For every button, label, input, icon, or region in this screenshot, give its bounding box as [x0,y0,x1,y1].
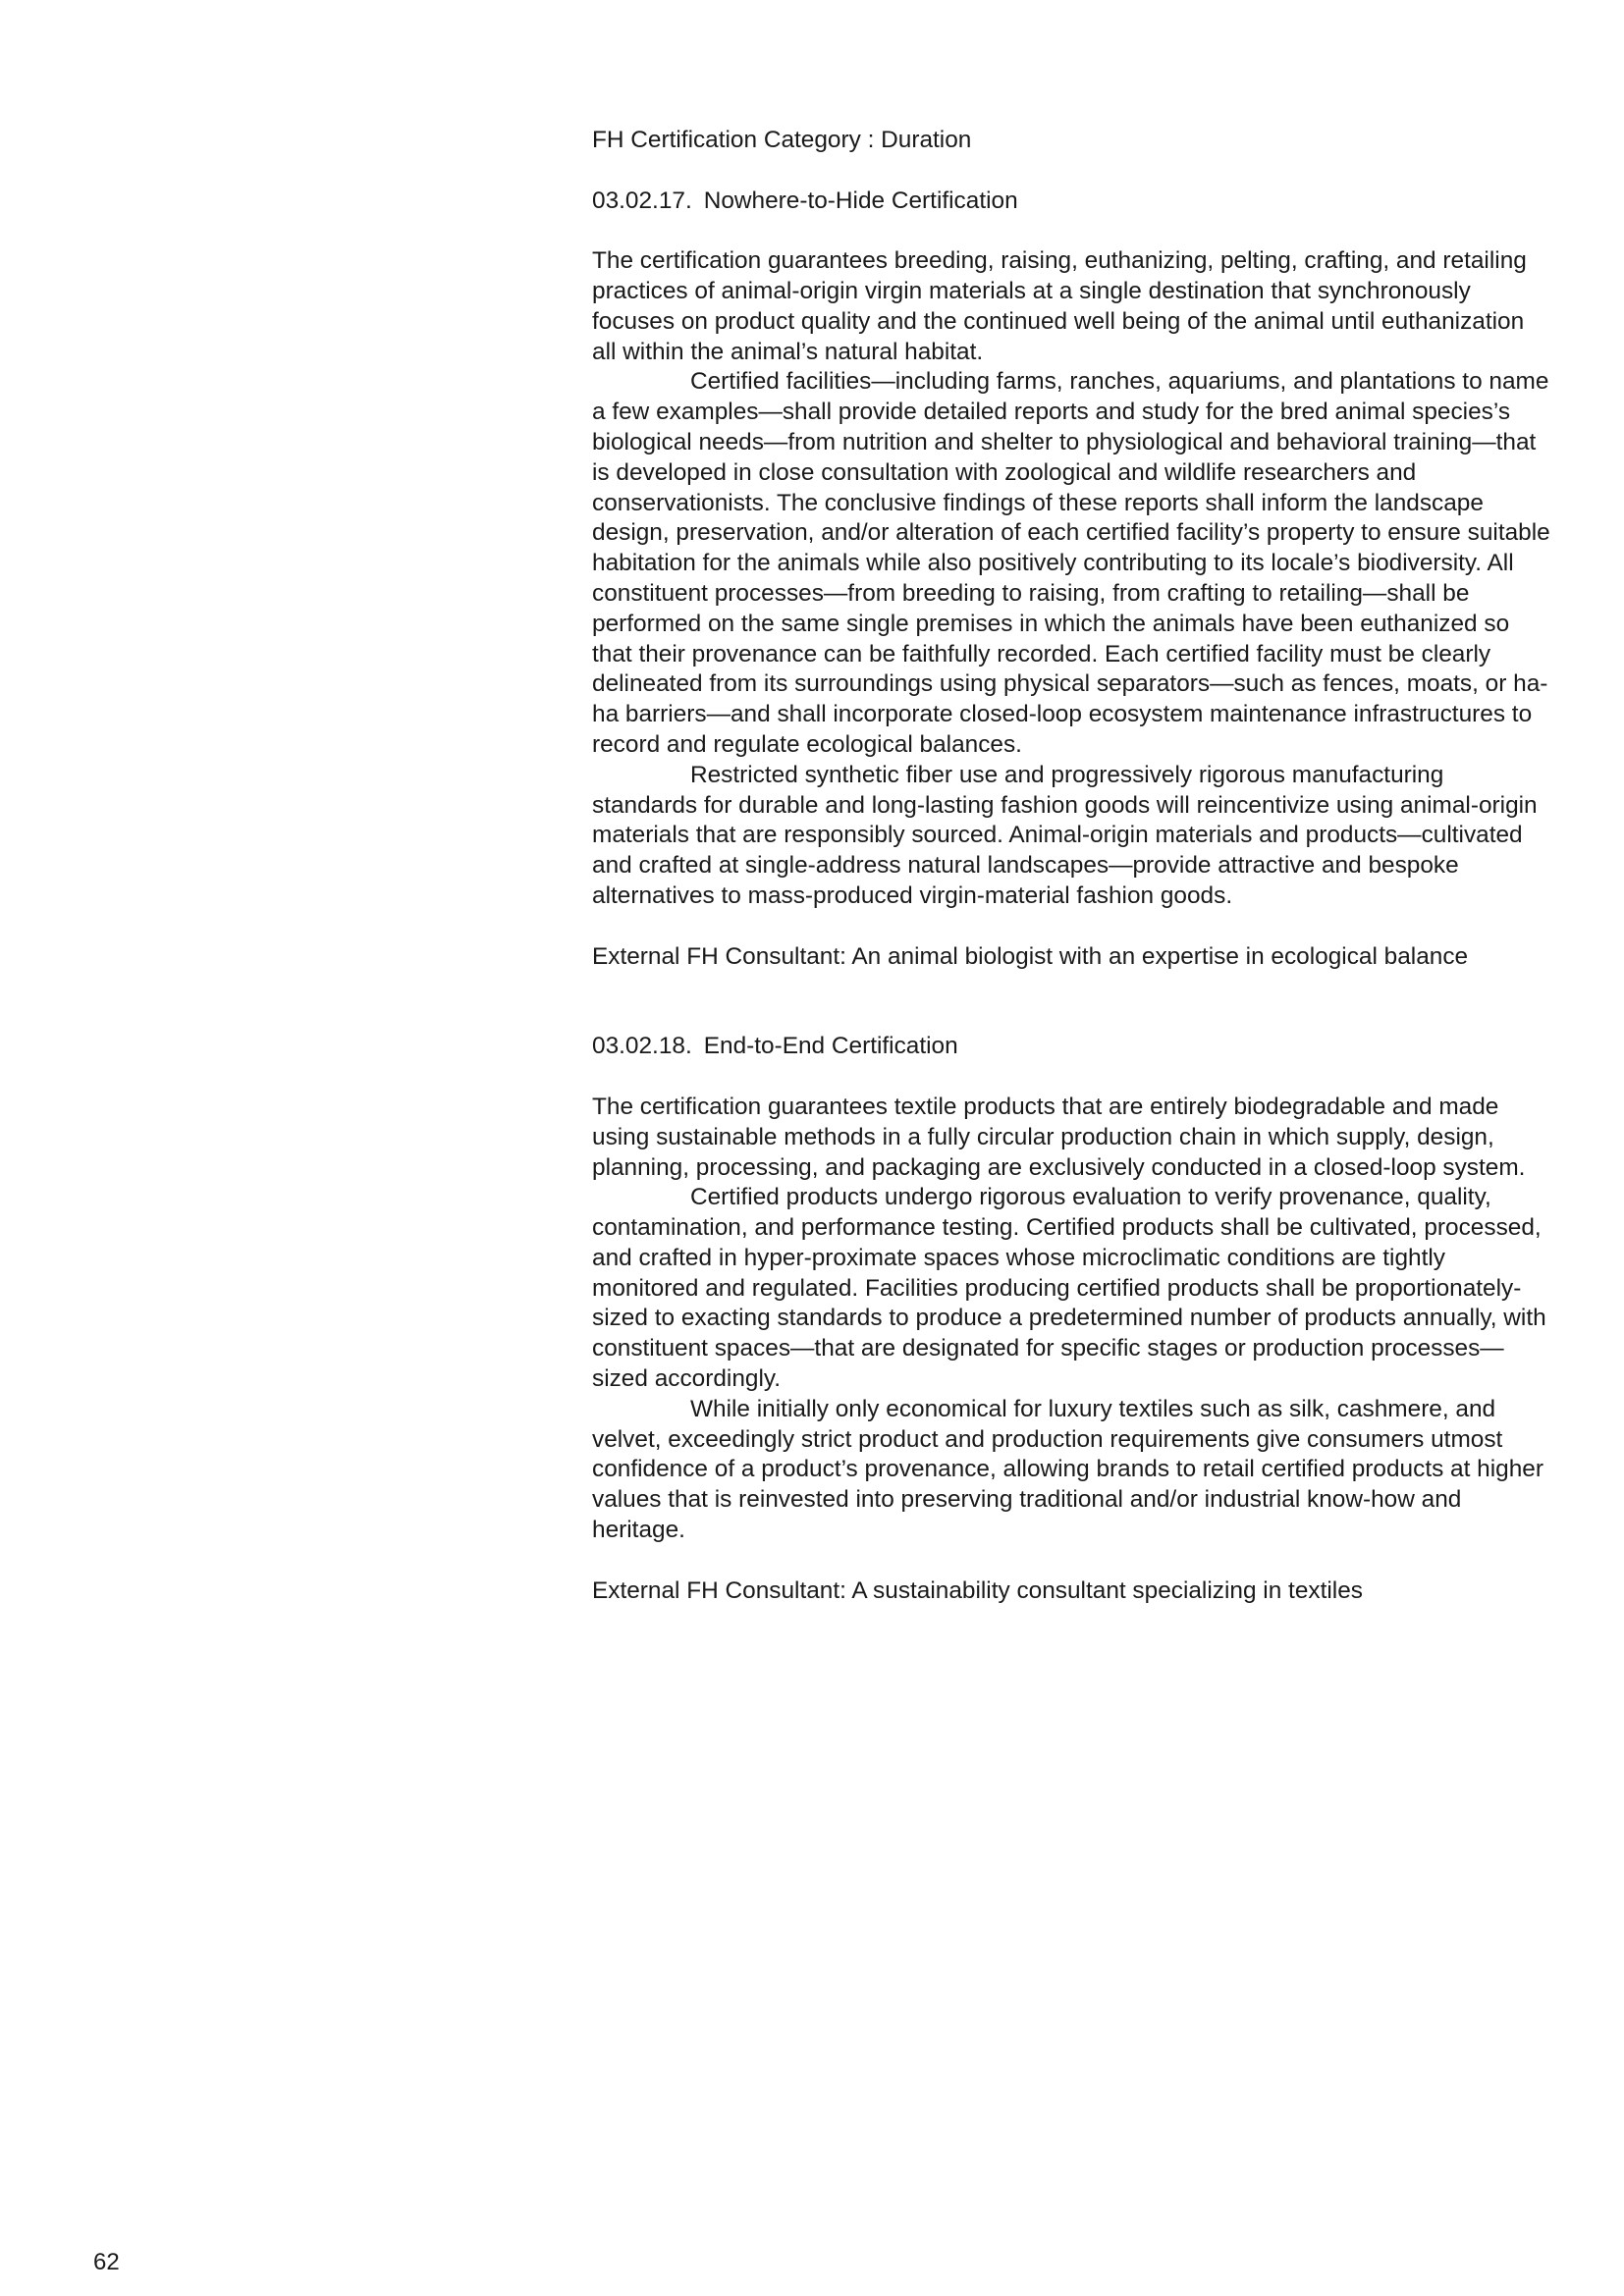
page-number: 62 [93,2249,120,2275]
section-heading [592,1032,1554,1062]
body-paragraph: While initially only economical for luxury textiles such as silk, cashmere, and velvet, exceedingly strict product and production requirements give consumers utmost confidence of a product’s provenance, allowing brands to retail certified products at higher values that is reinvested into preserving traditional and/or industrial know-how and heritage. [592,1395,1543,1544]
text-column [592,126,1554,1606]
body-paragraph: The certification guarantees breeding, raising, euthanizing, pelting, crafting, and retailing practices of animal-origin virgin materials at a single destination that synchronously focuses on product quality and the continued well being of the animal until euthanization all within the animal’s natural habitat. [592,247,1527,365]
external-consultant: External FH Consultant: An animal biologist with an expertise in ecological balance [592,942,1469,970]
body-paragraph: Restricted synthetic fiber use and progressively rigorous manufacturing standards for durable and long-lasting fashion goods will reincentivize using animal-origin materials that are responsibly sourced. Animal-origin materials and products—cultivated and crafted at single-address natural landscapes—provide attractive and bespoke alternatives to mass-produced virgin-material fashion goods. [592,761,1538,909]
body-paragraph: The certification guarantees textile products that are entirely biodegradable and made using sustainable methods in a fully circular production chain in which supply, design, planning, processing, and packaging are exclusively conducted in a closed-loop system. [592,1093,1526,1181]
external-consultant: External FH Consultant: A sustainability consultant specializing in textiles [592,1576,1363,1604]
body-paragraph: Certified products undergo rigorous evaluation to verify provenance, quality, contamination, and performance testing. Certified products shall be cultivated, processed, and crafted in hyper-proximate spaces whose microclimatic conditions are tightly monitored and regulated. Facilities producing certified products shall be proportionately-sized to exacting standards to produce a predetermined number of products annually, with constituent spaces—that are designated for specific stages or production processes—sized accordingly. [592,1184,1546,1393]
section-title: Nowhere-to-Hide Certification [703,187,1018,214]
certification-category: FH Certification Category : Duration [592,127,972,153]
section-number: 03.02.17. [592,187,692,214]
section-title: End-to-End Certification [703,1033,958,1060]
section-number: 03.02.18. [592,1033,692,1060]
section-end-to-end [592,1032,1554,1606]
section-heading [592,187,1554,217]
section-nowhere-to-hide [592,187,1554,973]
body-paragraph: Certified facilities—including farms, ranches, aquariums, and plantations to name a few examples—shall provide detailed reports and study for the bred animal species’s biological needs—from nutrition and shelter to physiological and behavioral training—that is developed in close consultation with zoological and wildlife researchers and conservationists. The conclusive findings of these reports shall inform the landscape design, preservation, and/or alteration of each certified facility’s property to ensure suitable habitation for the animals while also positively contributing to its locale’s biodiversity. All constituent processes—from breeding to raising, from crafting to retailing—shall be performed on the same single premises in which the animals have been euthanized so that their provenance can be faithfully recorded. Each certified facility must be clearly delineated from its surroundings using physical separators—such as fences, moats, or ha-ha barriers—and shall incorporate closed-loop ecosystem maintenance infrastructures to record and regulate ecological balances. [592,368,1550,758]
